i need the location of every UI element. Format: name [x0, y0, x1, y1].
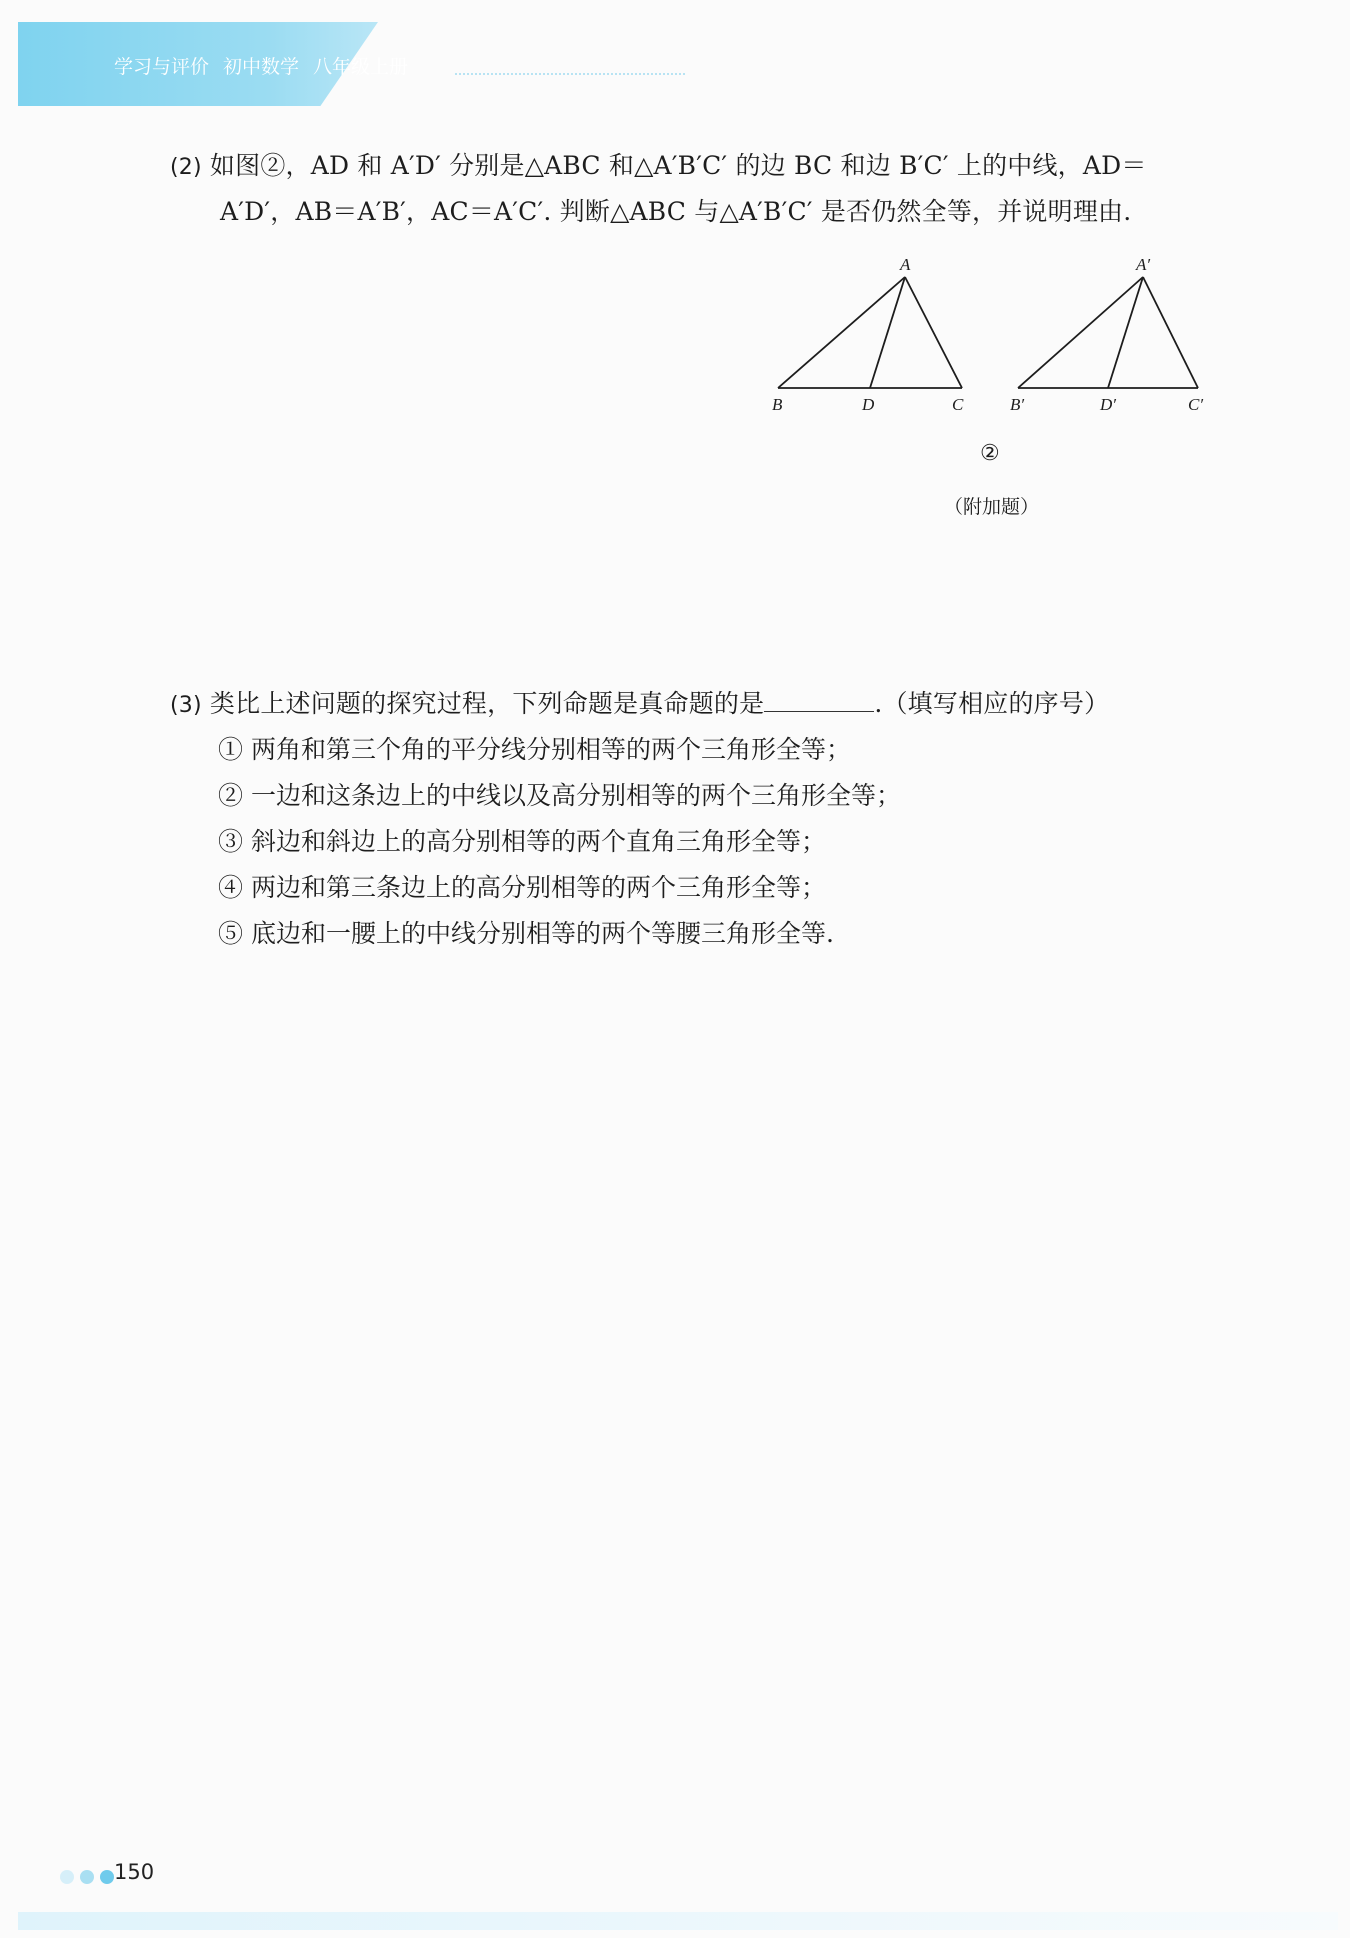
label-b: B	[772, 395, 783, 414]
footer-dot-light	[60, 1870, 74, 1884]
label-c: C	[952, 395, 964, 414]
triangle-figure	[760, 250, 1220, 420]
header-grade: 八年级上册	[313, 55, 409, 78]
side-a-prime-b-prime	[1018, 277, 1143, 388]
label-c-prime: C′	[1188, 395, 1204, 414]
label-b-prime: B′	[1010, 395, 1025, 414]
side-a-prime-c-prime	[1143, 277, 1198, 388]
option-2: ② 一边和这条边上的中线以及高分别相等的两个三角形全等；	[218, 781, 901, 810]
question-2-number: (2)	[170, 155, 202, 180]
label-d: D	[862, 395, 875, 414]
side-ac	[905, 277, 962, 388]
question-3-text-before: 类比上述问题的探究过程，下列命题是真命题的是	[209, 689, 765, 718]
header-dotted-line	[455, 73, 685, 75]
answer-blank[interactable]	[764, 689, 874, 712]
question-3-prompt	[170, 684, 1109, 720]
triangle-abc	[778, 277, 962, 388]
label-d-prime: D′	[1100, 395, 1116, 414]
question-2-line-2	[220, 192, 1131, 228]
label-a: A	[900, 255, 911, 274]
question-2-text-2: A′D′，AB＝A′B′，AC＝A′C′. 判断△ABC 与△A′B′C′ 是否仍然全等，并说明理由.	[220, 197, 1132, 226]
bottom-band	[18, 1912, 1338, 1930]
option-5: ⑤ 底边和一腰上的中线分别相等的两个等腰三角形全等.	[218, 919, 834, 948]
median-ad	[870, 277, 905, 388]
footer-dot-mid	[80, 1870, 94, 1884]
header-level: 初中数学	[223, 55, 300, 78]
question-2-text-1: 如图②，AD 和 A′D′ 分别是△ABC 和△A′B′C′ 的边 BC 和边 B′C′ 上的中线，AD＝	[209, 151, 1147, 180]
question-2-line-1	[170, 146, 1147, 182]
option-4: ④ 两边和第三条边上的高分别相等的两个三角形全等；	[218, 873, 826, 902]
footer-dots	[60, 1870, 114, 1884]
question-3-text-after: .（填写相应的序号）	[874, 689, 1110, 718]
header-series: 学习与评价	[114, 55, 210, 78]
option-1: ① 两角和第三个角的平分线分别相等的两个三角形全等；	[218, 735, 851, 764]
label-a-prime: A′	[1136, 255, 1151, 274]
figure-number: ②	[980, 441, 1000, 466]
side-ab	[778, 277, 905, 388]
option-3: ③ 斜边和斜边上的高分别相等的两个直角三角形全等；	[218, 827, 826, 856]
page-number: 150	[114, 1860, 155, 1884]
figure-caption: （附加题）	[944, 496, 1040, 518]
header-title	[114, 50, 408, 80]
question-3-number: (3)	[170, 693, 202, 718]
triangle-a-prime-b-prime-c-prime	[1018, 277, 1198, 388]
footer-dot-dark	[100, 1870, 114, 1884]
